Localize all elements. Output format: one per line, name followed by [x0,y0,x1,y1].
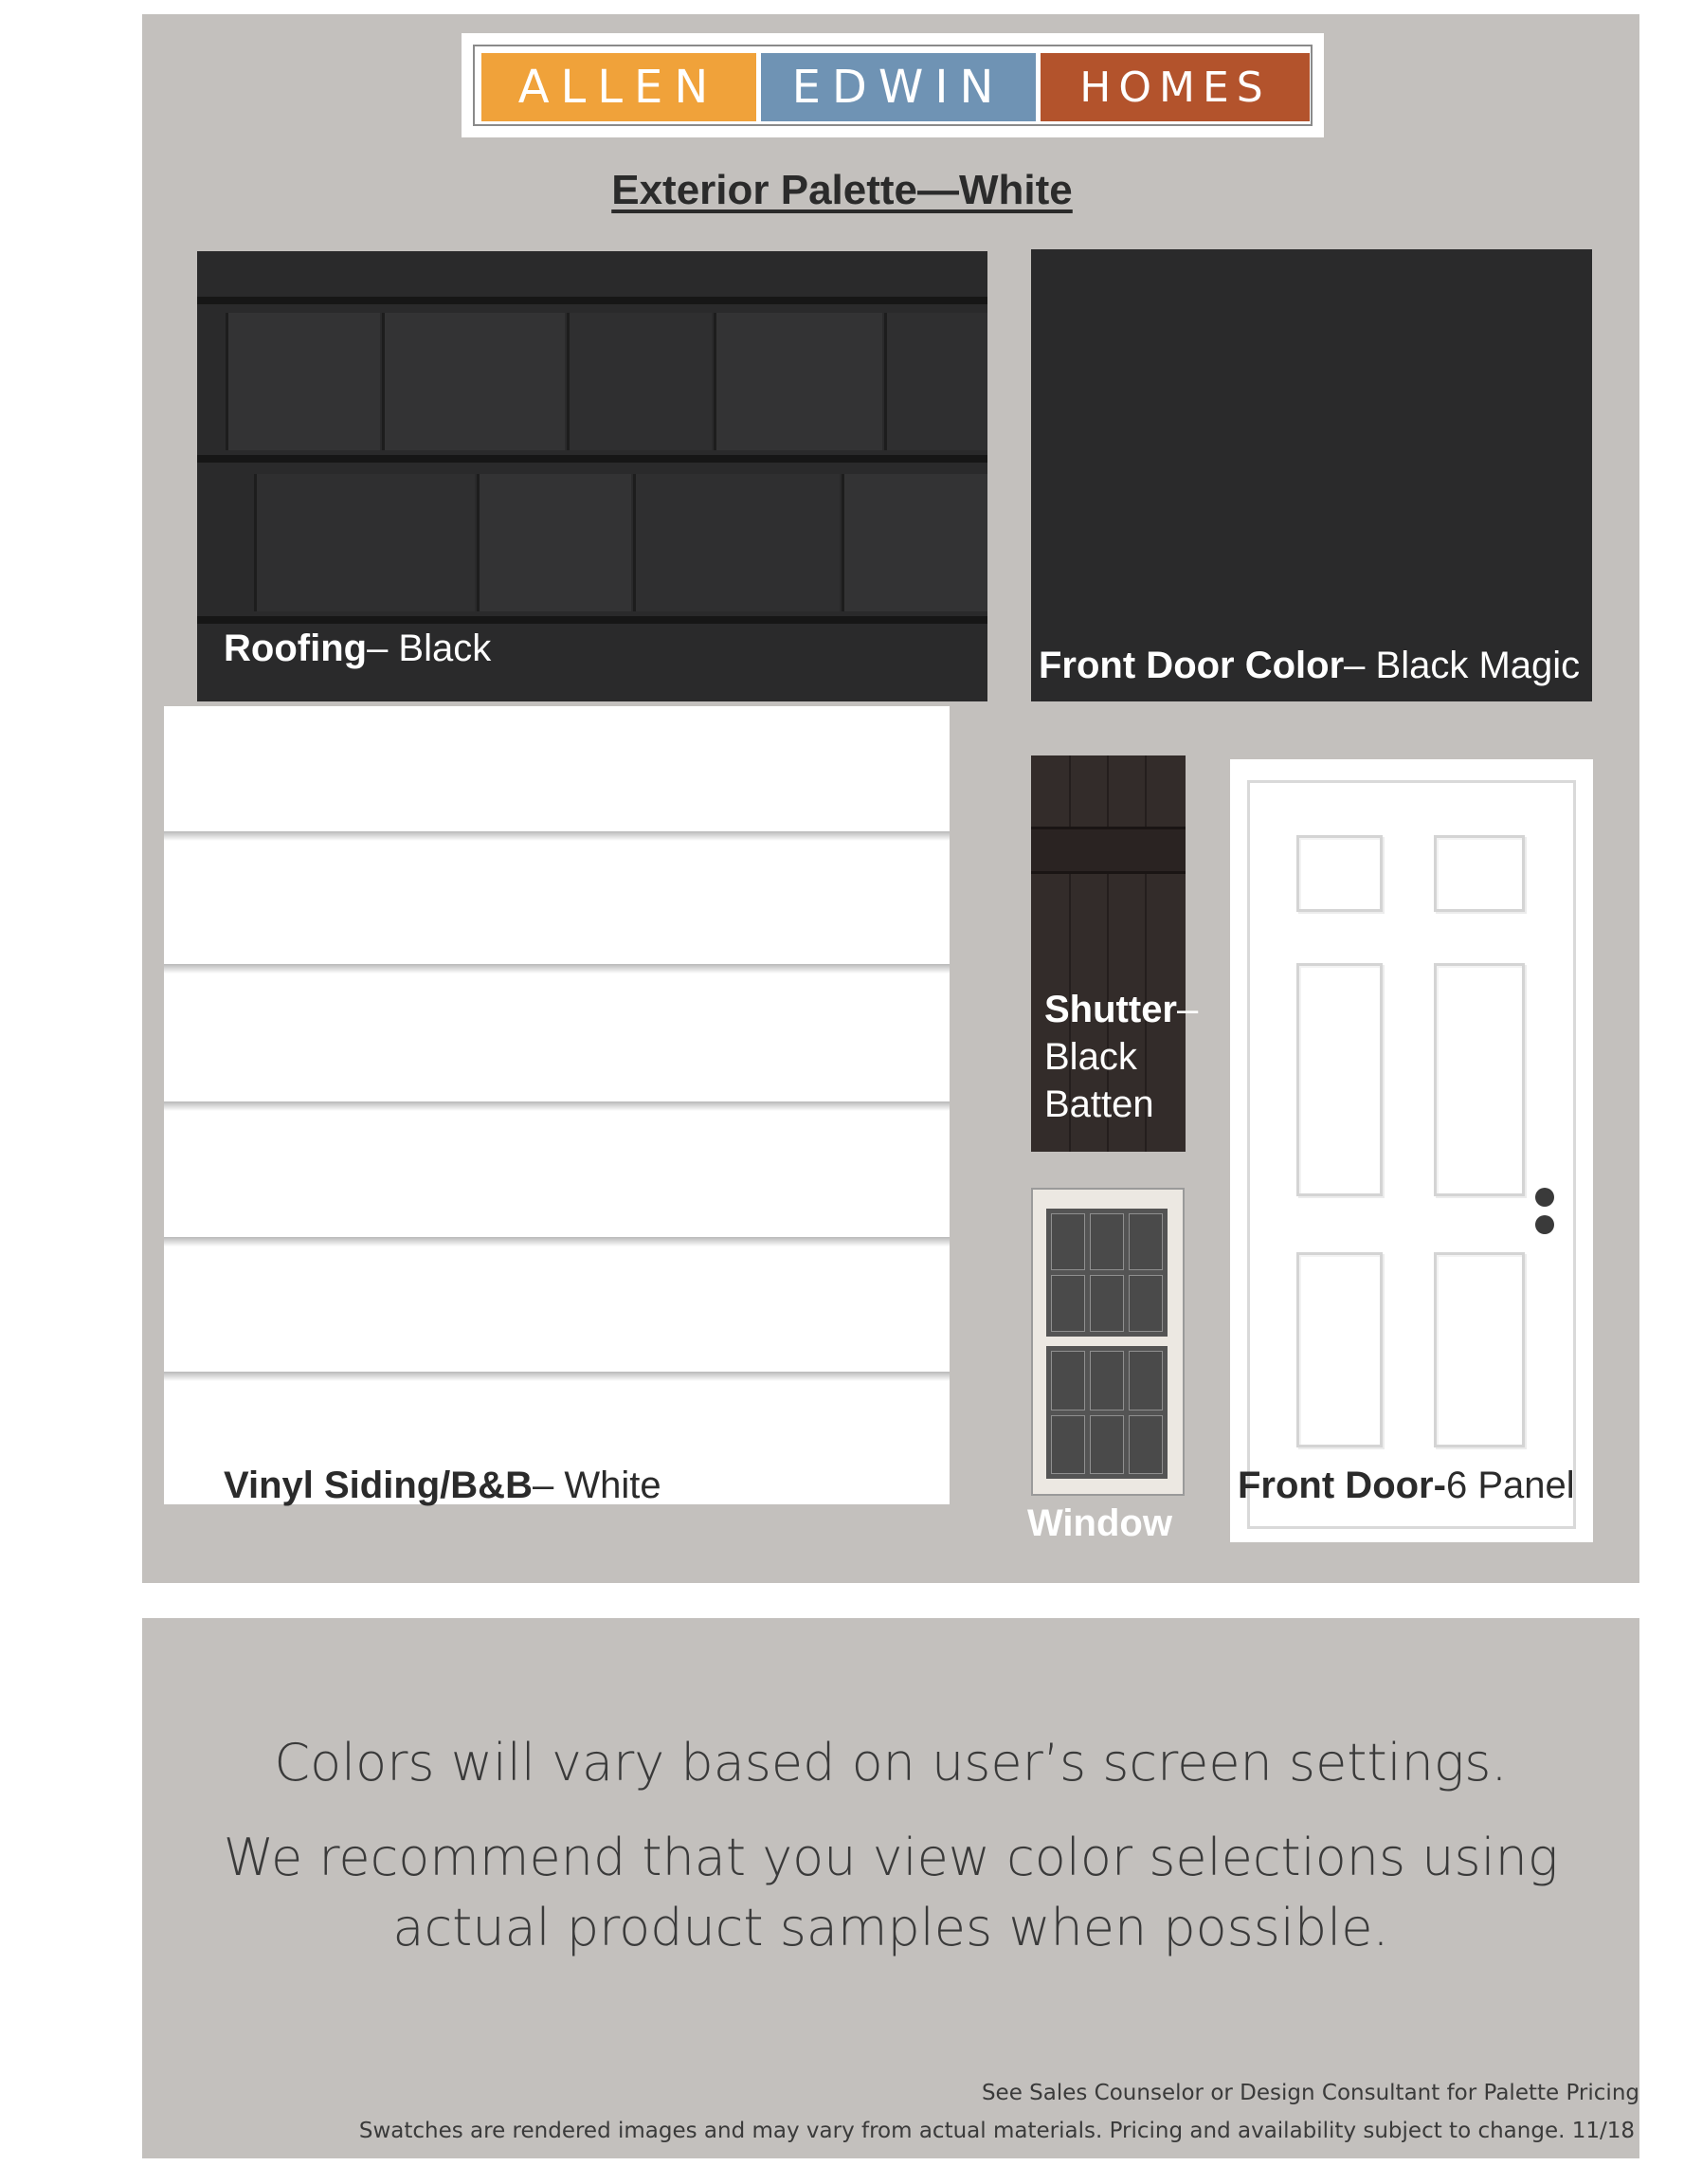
page-title: Exterior Palette—White [611,167,1073,213]
front-door-label: Front Door-6 Panel [1238,1465,1575,1506]
vinyl-siding-label: Vinyl Siding/B&B– White [224,1465,661,1506]
recommendation-note-line1: We recommend that you view color selections using [223,1828,1559,1887]
vinyl-siding-swatch [164,706,950,1504]
front-door-color-label: Front Door Color– Black Magic [1039,645,1581,686]
disclaimer-note: Swatches are rendered images and may vary from actual materials. Pricing and availability subject to change. 11/18 [358,2119,1635,2143]
front-door-color-swatch [1031,249,1592,701]
allen-edwin-homes-logo [462,33,1324,137]
screen-settings-note: Colors will vary based on user’s screen settings. [274,1733,1508,1793]
shutter-label: Shutter– Black Batten [1044,989,1199,1125]
logo-homes: HOMES [1041,53,1310,121]
roofing-label: Roofing– Black [224,628,492,669]
recommendation-note-line2: actual product samples when possible. [392,1898,1389,1957]
logo-allen: ALLEN [481,53,756,121]
logo-edwin: EDWIN [761,53,1036,121]
notes-panel [142,1618,1639,2158]
window-label: Window [1027,1502,1172,1544]
window-swatch [1031,1188,1185,1496]
front-door-swatch [1230,759,1593,1542]
pricing-note: See Sales Counselor or Design Consultant for Palette Pricing [981,2081,1639,2105]
